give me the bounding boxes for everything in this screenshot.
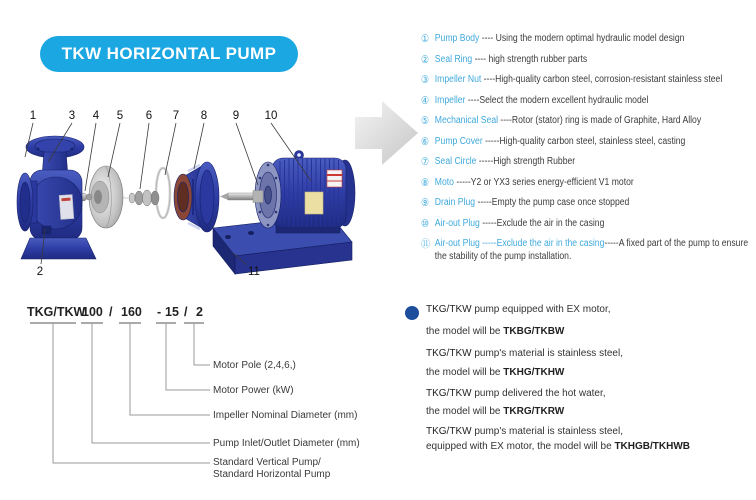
list-item	[421, 33, 754, 46]
code-callout-lines	[53, 323, 210, 463]
variant-lead: TKG/TKW	[426, 426, 472, 437]
variant-text: the model will be	[426, 326, 504, 337]
list-item	[421, 218, 754, 231]
circled-number-icon: ②	[421, 53, 430, 66]
part-label: Impeller	[434, 94, 466, 106]
part-description: -----Exclude the air in the casing	[479, 217, 605, 229]
label-motor-power: Motor Power (kW)	[213, 385, 294, 396]
model-code-breakdown	[20, 293, 380, 493]
list-item	[421, 54, 754, 67]
variant-text: the model will be	[426, 367, 504, 378]
variant-model: TKHG/TKHW	[503, 367, 565, 378]
part-description: ----High-quality carbon steel, corrosion-resistant stainless steel	[481, 74, 723, 85]
variant-line	[426, 347, 751, 360]
label-inlet-outlet-diameter: Pump Inlet/Outlet Diameter (mm)	[213, 438, 360, 449]
mechanical-seal-shape	[122, 190, 159, 206]
variant-model: TKHGB/TKHWB	[614, 441, 690, 452]
label-series-line1: Standard Vertical Pump/	[213, 457, 321, 468]
variant-text: the model will be	[426, 406, 504, 417]
part-description: -----Empty the pump case once stopped	[475, 197, 630, 208]
list-item	[421, 156, 754, 169]
part-number-4: 4	[92, 110, 100, 122]
bullet-circle-icon	[405, 306, 419, 320]
list-item	[421, 238, 754, 263]
variant-line	[426, 440, 751, 453]
variant-text: pump's material is stainless steel,	[471, 426, 623, 437]
list-item	[421, 95, 754, 108]
part-description: ---- high strength rubber parts	[472, 53, 588, 65]
part-number-11: 11	[248, 266, 260, 278]
circled-number-icon: ⑨	[421, 197, 430, 209]
seal-circle-shape	[156, 168, 170, 218]
variant-text: pump delivered the hot water,	[471, 388, 606, 399]
part-label: Mechanical Seal	[434, 115, 499, 126]
list-item	[421, 74, 754, 87]
variant-model: TKRG/TKRW	[503, 406, 565, 417]
part-number-6: 6	[145, 110, 153, 122]
variant-lead: TKG/TKW	[426, 348, 472, 359]
variants-block	[403, 303, 751, 453]
circled-number-icon: ⑧	[421, 176, 430, 189]
variant-model: TKBG/TKBW	[503, 326, 565, 337]
variant-text: pump's material is stainless steel,	[471, 348, 623, 359]
part-description: -----Y2 or YX3 series energy-efficient V1 motor	[453, 176, 634, 188]
parts-list	[421, 33, 756, 271]
model-power-value: 15	[165, 305, 179, 319]
list-item	[421, 177, 754, 190]
part-label: Seal Circle	[434, 156, 477, 167]
part-number-3: 3	[68, 110, 76, 122]
circled-number-icon: ⑥	[421, 135, 430, 148]
circled-number-icon: ⑤	[421, 115, 430, 127]
circled-number-icon: ⑩	[421, 217, 430, 230]
model-separator: /	[184, 305, 188, 319]
shaft-shape	[220, 191, 263, 203]
part-number-8: 8	[200, 110, 208, 122]
part-description: ----Select the modern excellent hydraulic model	[465, 94, 649, 106]
motor-shape	[255, 151, 355, 234]
model-pole-value: 2	[196, 305, 203, 319]
part-label: Pump Cover	[434, 135, 483, 147]
title-banner	[40, 36, 298, 72]
circled-number-icon: ①	[421, 33, 430, 45]
variant-line	[426, 325, 751, 338]
part-description: ----Rotor (stator) ring is made of Graphite, Hard Alloy	[498, 115, 702, 126]
right-arrow-icon	[355, 101, 418, 165]
list-item	[421, 197, 754, 210]
variant-text: equipped with EX motor, the model will be	[426, 441, 615, 452]
part-number-1: 1	[29, 110, 37, 122]
circled-number-icon: ⑪	[421, 238, 431, 250]
part-label: Pump Body	[434, 33, 480, 44]
part-number-10: 10	[264, 110, 278, 122]
part-number-7: 7	[172, 110, 180, 122]
list-item	[421, 115, 754, 128]
part-description: ---- Using the modern optimal hydraulic model design	[479, 33, 685, 44]
part-number-5: 5	[116, 110, 124, 122]
part-label: Air-out Plug -----Exclude the air in the casing	[434, 238, 605, 249]
variant-line	[426, 425, 751, 438]
part-label: Drain Plug	[434, 197, 476, 208]
variant-lead: TKG/TKW	[426, 388, 472, 399]
list-item	[421, 136, 754, 149]
pump-cover-shape	[174, 162, 219, 232]
label-motor-pole: Motor Pole (2,4,6,)	[213, 360, 296, 371]
variant-text: pump equipped with EX motor,	[471, 304, 611, 315]
part-description: -----A fixed part of the pump to ensure the stability of the pump installation.	[434, 238, 749, 262]
part-number-2: 2	[36, 266, 44, 278]
circled-number-icon: ⑦	[421, 156, 430, 168]
model-separator: -	[157, 305, 162, 319]
variant-lead: TKG/TKW	[426, 304, 472, 315]
part-label: Seal Ring	[434, 53, 473, 65]
variant-line	[426, 366, 751, 379]
label-impeller-diameter: Impeller Nominal Diameter (mm)	[213, 410, 358, 421]
part-label: Moto	[434, 176, 454, 188]
part-description: -----High strength Rubber	[476, 156, 576, 167]
circled-number-icon: ④	[421, 94, 430, 107]
model-impeller-value: 160	[121, 305, 142, 319]
variant-line	[426, 303, 751, 316]
part-label: Impeller Nut	[434, 74, 482, 85]
variant-line	[426, 387, 751, 400]
part-number-9: 9	[232, 110, 240, 122]
circled-number-icon: ③	[421, 74, 430, 86]
variant-line	[426, 405, 751, 418]
label-series-line2: Standard Horizontal Pump	[213, 469, 331, 480]
model-prefix: TKG/TKW	[27, 305, 86, 319]
page-title: TKW HORIZONTAL PUMP	[61, 44, 277, 63]
impeller-shape	[89, 166, 123, 228]
model-inlet-value: 100	[82, 305, 103, 319]
model-separator: /	[109, 305, 113, 319]
pump-exploded-diagram	[8, 93, 418, 298]
part-label: Air-out Plug	[434, 217, 480, 229]
part-description: -----High-quality carbon steel, stainless steel, casting	[482, 135, 686, 147]
